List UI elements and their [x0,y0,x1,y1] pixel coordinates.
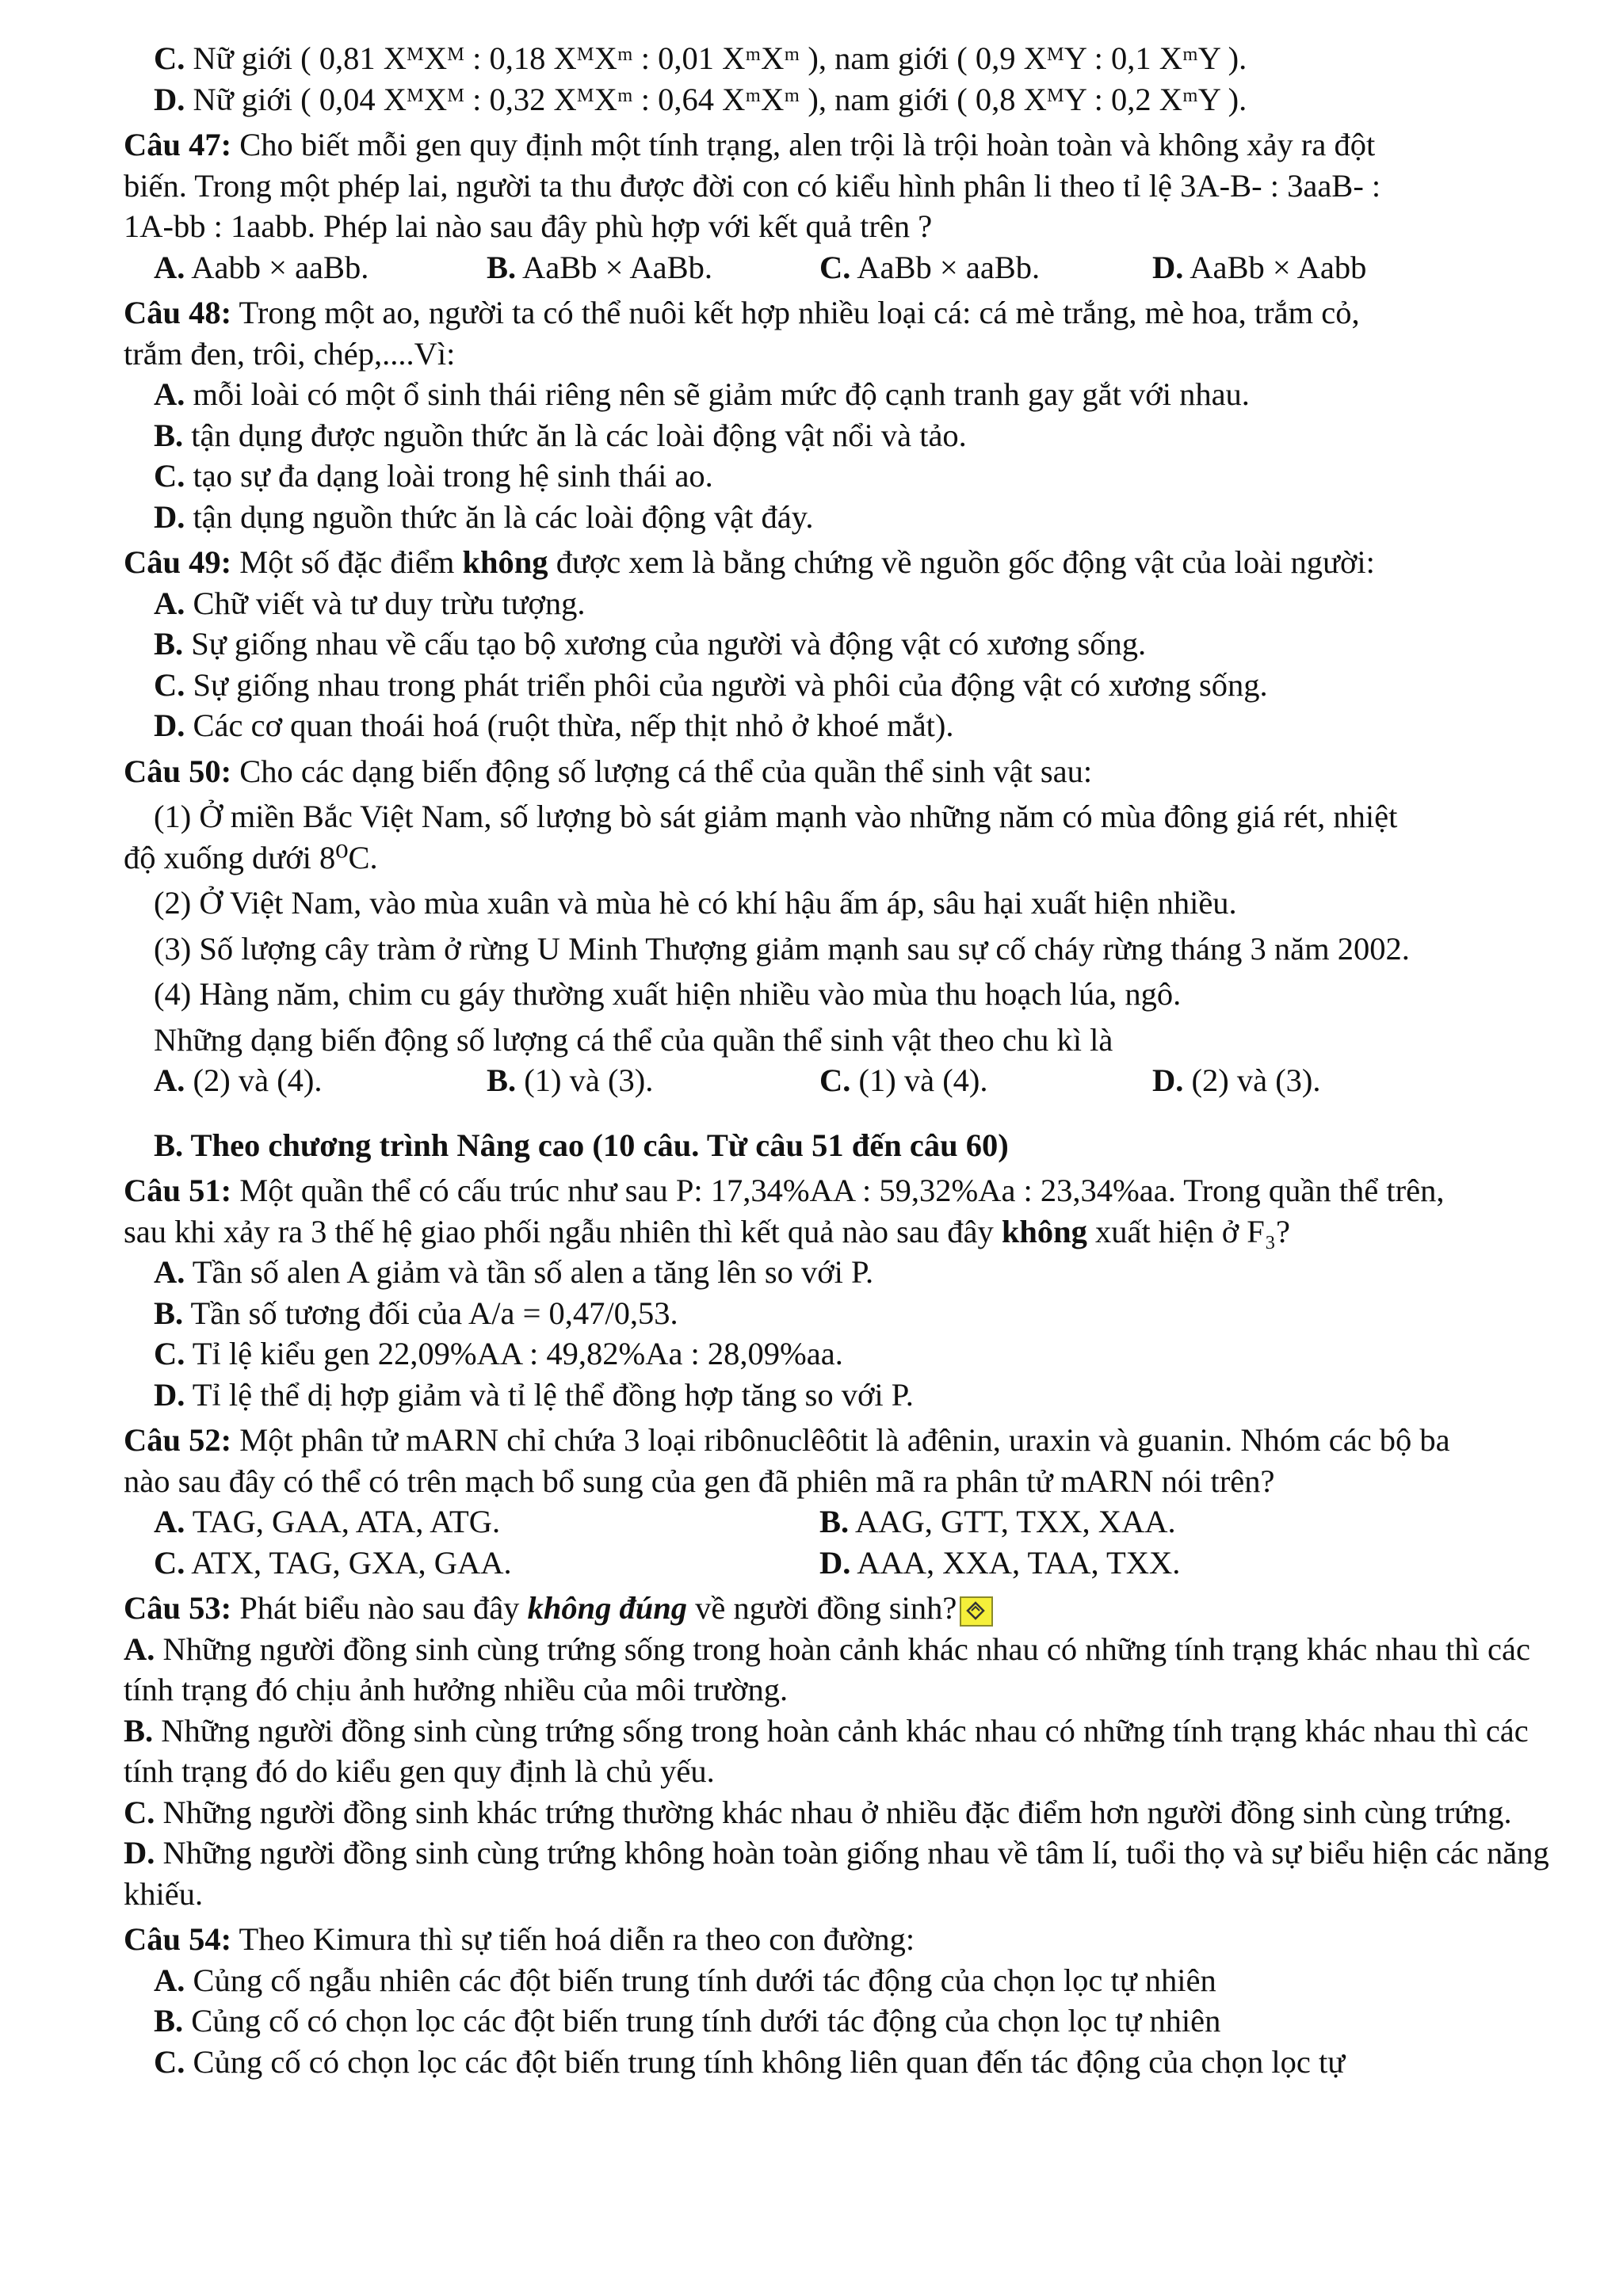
question-label: Câu 51: [124,1173,232,1208]
option-a: A. Những người đồng sinh cùng trứng sống trong hoàn cảnh khác nhau có những tính trạng khác nhau thì các tính trạng đó chịu ảnh hưởng nhiều của môi trường. [124,1630,1530,1707]
option-a: A. Củng cố ngẫu nhiên các đột biến trung tính dưới tác động của chọn lọc tự nhiên [154,1962,1216,1998]
option-b: B. AaBb × AaBb. [487,249,712,285]
option-d: D. Tỉ lệ thể dị hợp giảm và tỉ lệ thể đồng hợp tăng so với P. [154,1376,914,1413]
option-d: D. Nữ giới ( 0,04 XᴹXᴹ : 0,32 XᴹXᵐ : 0,64 XᵐXᵐ ), nam giới ( 0,8 XᴹY : 0,2 XᵐY ). [154,81,1247,117]
option-b: B. Sự giống nhau về cấu tạo bộ xương của người và động vật có xương sống. [154,626,1147,662]
question-52: Câu 52: Một phân tử mARN chỉ chứa 3 loại ribônuclêôtit là ađênin, uraxin và guanin. Nhóm các bộ ba nào sau đây có thể có trên mạch bổ sung của gen đã phiên mã ra phân tử mARN nói trên? A. TAG, GAA, ATA, ATG. B. AAG, GTT, TXX, XAA. C. ATX, TAG, GXA, GAA. D. AAA, XXA, TAA, TXX. [124,1420,1566,1583]
options-row [124,247,1566,288]
comment-note-icon[interactable] [960,1596,993,1627]
question-label: Câu 49: [124,544,232,580]
option-a: A. mỗi loài có một ổ sinh thái riêng nên sẽ giảm mức độ cạnh tranh gay gắt với nhau. [154,376,1250,412]
question-50: Câu 50: Cho các dạng biến động số lượng cá thể của quần thể sinh vật sau: (1) Ở miền Bắc Việt Nam, số lượng bò sát giảm mạnh vào những năm có mùa đông giá rét, nhiệt độ xuống dưới 8⁰C. (2) Ở Việt Nam, vào mùa xuân và mùa hè có khí hậu ấm áp, sâu hại xuất hiện nhiều. (3) Số lượng cây tràm ở rừng U Minh Thượng giảm mạnh sau sự cố cháy rừng tháng 3 năm 2002. (4) Hàng năm, chim cu gáy thường xuất hiện nhiều vào mùa thu hoạch lúa, ngô. Những dạng biến động số lượng cá thể của quần thể sinh vật theo chu kì là A. (2) và (4). B. (1) và (3). C. (1) và (4). D. (2) và (3). [124,751,1566,1101]
question-49: Câu 49: Một số đặc điểm không được xem là bằng chứng về nguồn gốc động vật của loài người: A. Chữ viết và tư duy trừu tượng. B. Sự giống nhau về cấu tạo bộ xương của người và động vật có xương sống. C. Sự giống nhau trong phát triển phôi của người và phôi của động vật có xương sống. D. Các cơ quan thoái hoá (ruột thừa, nếp thịt nhỏ ở khoé mắt). [124,542,1566,746]
question-47: Câu 47: Cho biết mỗi gen quy định một tính trạng, alen trội là trội hoàn toàn và không xảy ra đột biến. Trong một phép lai, người ta thu được đời con có kiểu hình phân li theo tỉ lệ 3A-B- : 3aaB- : 1A-bb : 1aabb. Phép lai nào sau đây phù hợp với kết quả trên ? A. Aabb × aaBb. B. AaBb × AaBb. C. AaBb × aaBb. D. AaBb × Aabb [124,124,1566,288]
question-label: Câu 53: [124,1590,232,1626]
option-c: C. (1) và (4). [819,1062,988,1098]
options-row [124,1543,1566,1584]
question-54: Câu 54: Theo Kimura thì sự tiến hoá diễn ra theo con đường: A. Củng cố ngẫu nhiên các đột biến trung tính dưới tác động của chọn lọc tự nhiên B. Củng cố có chọn lọc các đột biến trung tính dưới tác động của chọn lọc tự nhiên C. Củng cố có chọn lọc các đột biến trung tính không liên quan đến tác động của chọn lọc tự [124,1919,1566,2082]
options-row [124,1060,1566,1101]
option-c: C. AaBb × aaBb. [819,249,1041,285]
option-c: C. Nữ giới ( 0,81 XᴹXᴹ : 0,18 XᴹXᵐ : 0,01 XᵐXᵐ ), nam giới ( 0,9 XᴹY : 0,1 XᵐY ). [154,40,1247,76]
option-d: D. AAA, XXA, TAA, TXX. [819,1544,1181,1581]
question-48: Câu 48: Trong một ao, người ta có thể nuôi kết hợp nhiều loại cá: cá mè trắng, mè hoa, trắm cỏ, trắm đen, trôi, chép,....Vì: A. mỗi loài có một ổ sinh thái riêng nên sẽ giảm mức độ cạnh tranh gay gắt với nhau. B. tận dụng được nguồn thức ăn là các loài động vật nổi và tảo. C. tạo sự đa dạng loài trong hệ sinh thái ao. D. tận dụng nguồn thức ăn là các loài động vật đáy. [124,292,1566,537]
option-a: A. Tần số alen A giảm và tần số alen a tăng lên so với P. [154,1254,874,1290]
option-c: C. ATX, TAG, GXA, GAA. [154,1544,512,1581]
option-d: D. Các cơ quan thoái hoá (ruột thừa, nếp thịt nhỏ ở khoé mắt). [154,707,954,743]
option-a: A. Aabb × aaBb. [154,249,369,285]
option-c: C. Tỉ lệ kiểu gen 22,09%AA : 49,82%Aa : 28,09%aa. [154,1336,843,1371]
option-b: B. Những người đồng sinh cùng trứng sống trong hoàn cảnh khác nhau có những tính trạng khác nhau thì các tính trạng đó do kiểu gen quy định là chủ yếu. [124,1712,1529,1789]
option-c: C. Những người đồng sinh khác trứng thường khác nhau ở nhiều đặc điểm hơn người đồng sinh cùng trứng. [124,1794,1512,1830]
option-a: A. TAG, GAA, ATA, ATG. [154,1504,501,1539]
question-label: Câu 52: [124,1422,232,1458]
option-b: B. Củng cố có chọn lọc các đột biến trung tính dưới tác động của chọn lọc tự nhiên [154,2003,1221,2039]
section-heading: B. Theo chương trình Nâng cao (10 câu. Từ câu 51 đến câu 60) [154,1127,1009,1163]
option-a: A. (2) và (4). [154,1062,323,1098]
option-d: D. AaBb × Aabb [1152,249,1367,285]
options-row [124,1501,1566,1543]
question-51: Câu 51: Một quần thể có cấu trúc như sau P: 17,34%AA : 59,32%Aa : 23,34%aa. Trong quần thể trên, sau khi xảy ra 3 thế hệ giao phối ngẫu nhiên thì kết quả nào sau đây không xuất hiện ở F₃? A. Tần số alen A giảm và tần số alen a tăng lên so với P. B. Tần số tương đối của A/a = 0,47/0,53. C. Tỉ lệ kiểu gen 22,09%AA : 49,82%Aa : 28,09%aa. D. Tỉ lệ thể dị hợp giảm và tỉ lệ thể đồng hợp tăng so với P. [124,1170,1566,1415]
option-d: D. (2) và (3). [1152,1062,1321,1098]
option-b: B. Tần số tương đối của A/a = 0,47/0,53. [154,1295,678,1331]
document-page [124,38,1566,2082]
question-label: Câu 47: [124,127,232,162]
option-c: C. Củng cố có chọn lọc các đột biến trung tính không liên quan đến tác động của chọn lọc tự [154,2043,1346,2080]
option-d: D. Những người đồng sinh cùng trứng không hoàn toàn giống nhau về tâm lí, tuổi thọ và sự biểu hiện các năng khiếu. [124,1835,1549,1912]
question-53: Câu 53: Phát biểu nào sau đây không đúng về người đồng sinh? A. Những người đồng sinh cùng trứng sống trong hoàn cảnh khác nhau có những tính trạng khác nhau thì các tính trạng đó chịu ảnh hưởng nhiều của môi trường. B. Những người đồng sinh cùng trứng sống trong hoàn cảnh khác nhau có những tính trạng khác nhau thì các tính trạng đó do kiểu gen quy định là chủ yếu. C. Những người đồng sinh khác trứng thường khác nhau ở nhiều đặc điểm hơn người đồng sinh cùng trứng. D. Những người đồng sinh cùng trứng không hoàn toàn giống nhau về tâm lí, tuổi thọ và sự biểu hiện các năng khiếu. [124,1588,1566,1914]
question-label: Câu 54: [124,1921,232,1957]
option-b: B. AAG, GTT, TXX, XAA. [819,1504,1176,1539]
option-c: C. Sự giống nhau trong phát triển phôi của người và phôi của động vật có xương sống. [154,666,1268,703]
option-c: C. tạo sự đa dạng loài trong hệ sinh thái ao. [154,458,713,494]
question-label: Câu 48: [124,295,232,330]
option-a: A. Chữ viết và tư duy trừu tượng. [154,585,586,621]
option-b: B. (1) và (3). [487,1062,654,1098]
question-label: Câu 50: [124,753,232,789]
option-d: D. tận dụng nguồn thức ăn là các loài động vật đáy. [154,498,814,535]
option-b: B. tận dụng được nguồn thức ăn là các loài động vật nổi và tảo. [154,417,967,453]
